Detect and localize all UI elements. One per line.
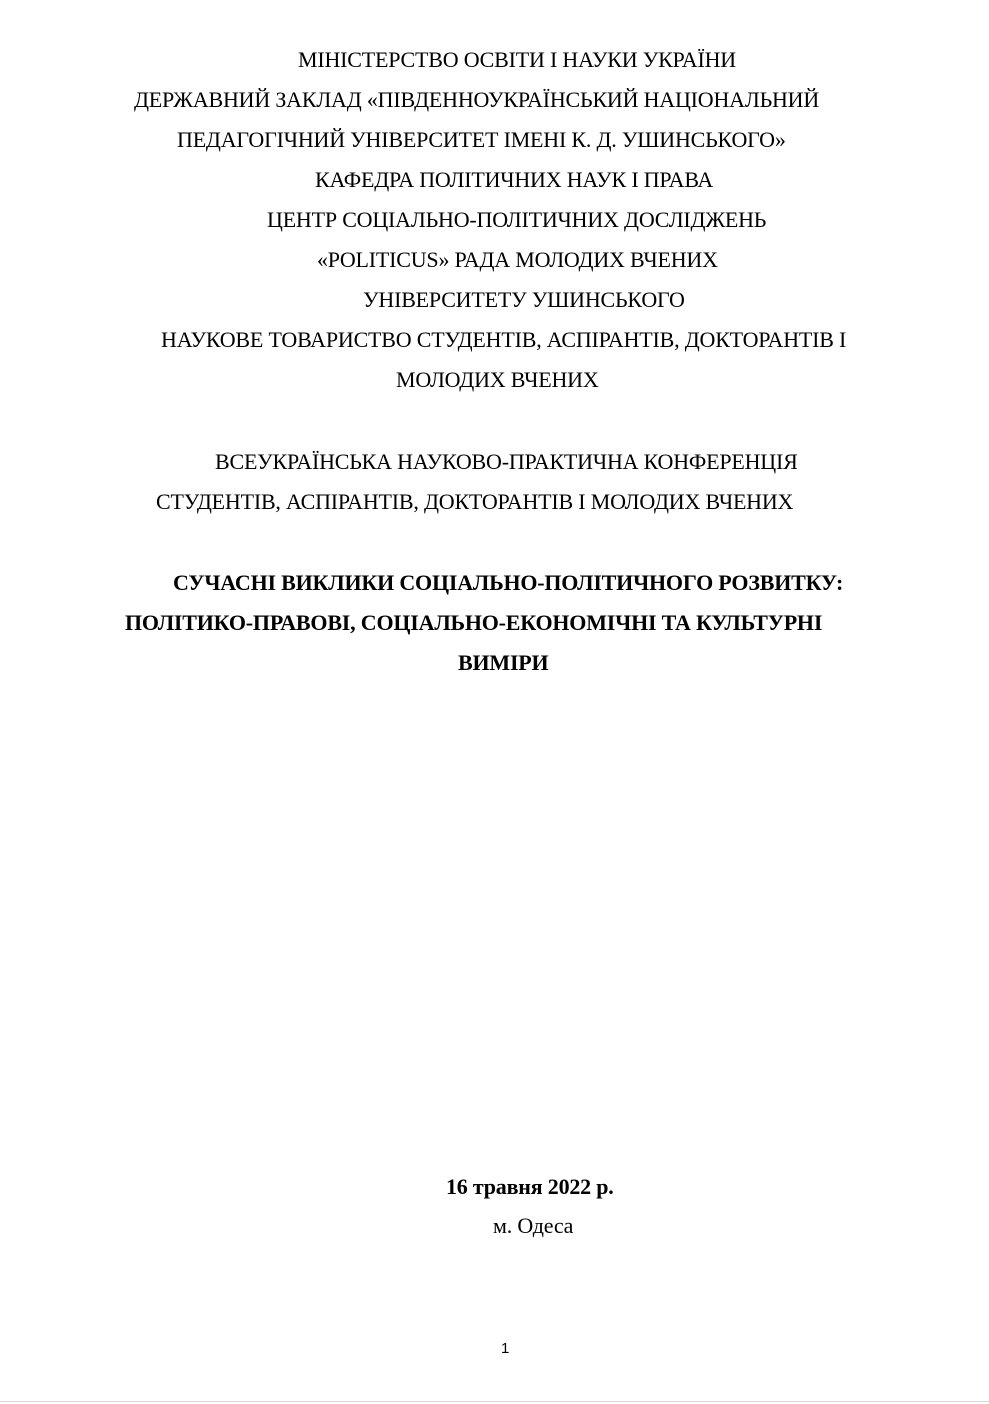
conference-type-line-2: СТУДЕНТІВ, АСПІРАНТІВ, ДОКТОРАНТІВ І МОЛОДИХ ВЧЕНИХ xyxy=(156,489,794,514)
young-scientists-council-line-2: УНІВЕРСИТЕТУ УШИНСЬКОГО xyxy=(363,287,685,312)
institution-line-2: ПЕДАГОГІЧНИЙ УНІВЕРСИТЕТ ІМЕНІ К. Д. УШИНСЬКОГО» xyxy=(177,127,786,152)
ministry-line: МІНІСТЕРСТВО ОСВІТИ І НАУКИ УКРАЇНИ xyxy=(298,47,736,72)
conference-date: 16 травня 2022 р. xyxy=(446,1174,614,1199)
conference-title-line-1: СУЧАСНІ ВИКЛИКИ СОЦІАЛЬНО-ПОЛІТИЧНОГО РОЗВИТКУ: xyxy=(173,570,844,595)
scientific-society-line-2: МОЛОДИХ ВЧЕНИХ xyxy=(396,367,599,392)
conference-city: м. Одеса xyxy=(493,1213,574,1238)
department-line: КАФЕДРА ПОЛІТИЧНИХ НАУК І ПРАВА xyxy=(315,167,714,192)
scientific-society-line-1: НАУКОВЕ ТОВАРИСТВО СТУДЕНТІВ, АСПІРАНТІВ, ДОКТОРАНТІВ І xyxy=(161,327,847,352)
institution-line-1: ДЕРЖАВНИЙ ЗАКЛАД «ПІВДЕННОУКРАЇНСЬКИЙ НАЦІОНАЛЬНИЙ xyxy=(134,87,820,112)
conference-title-line-3: ВИМІРИ xyxy=(458,650,549,675)
page-bottom-edge xyxy=(0,1401,989,1402)
conference-type-line-1: ВСЕУКРАЇНСЬКА НАУКОВО-ПРАКТИЧНА КОНФЕРЕНЦІЯ xyxy=(215,449,798,474)
page-number: 1 xyxy=(501,1340,510,1357)
conference-title-line-2: ПОЛІТИКО-ПРАВОВІ, СОЦІАЛЬНО-ЕКОНОМІЧНІ ТА КУЛЬТУРНІ xyxy=(125,610,823,635)
young-scientists-council-line-1: «POLITICUS» РАДА МОЛОДИХ ВЧЕНИХ xyxy=(317,247,718,272)
research-center-line: ЦЕНТР СОЦІАЛЬНО-ПОЛІТИЧНИХ ДОСЛІДЖЕНЬ xyxy=(267,207,767,232)
